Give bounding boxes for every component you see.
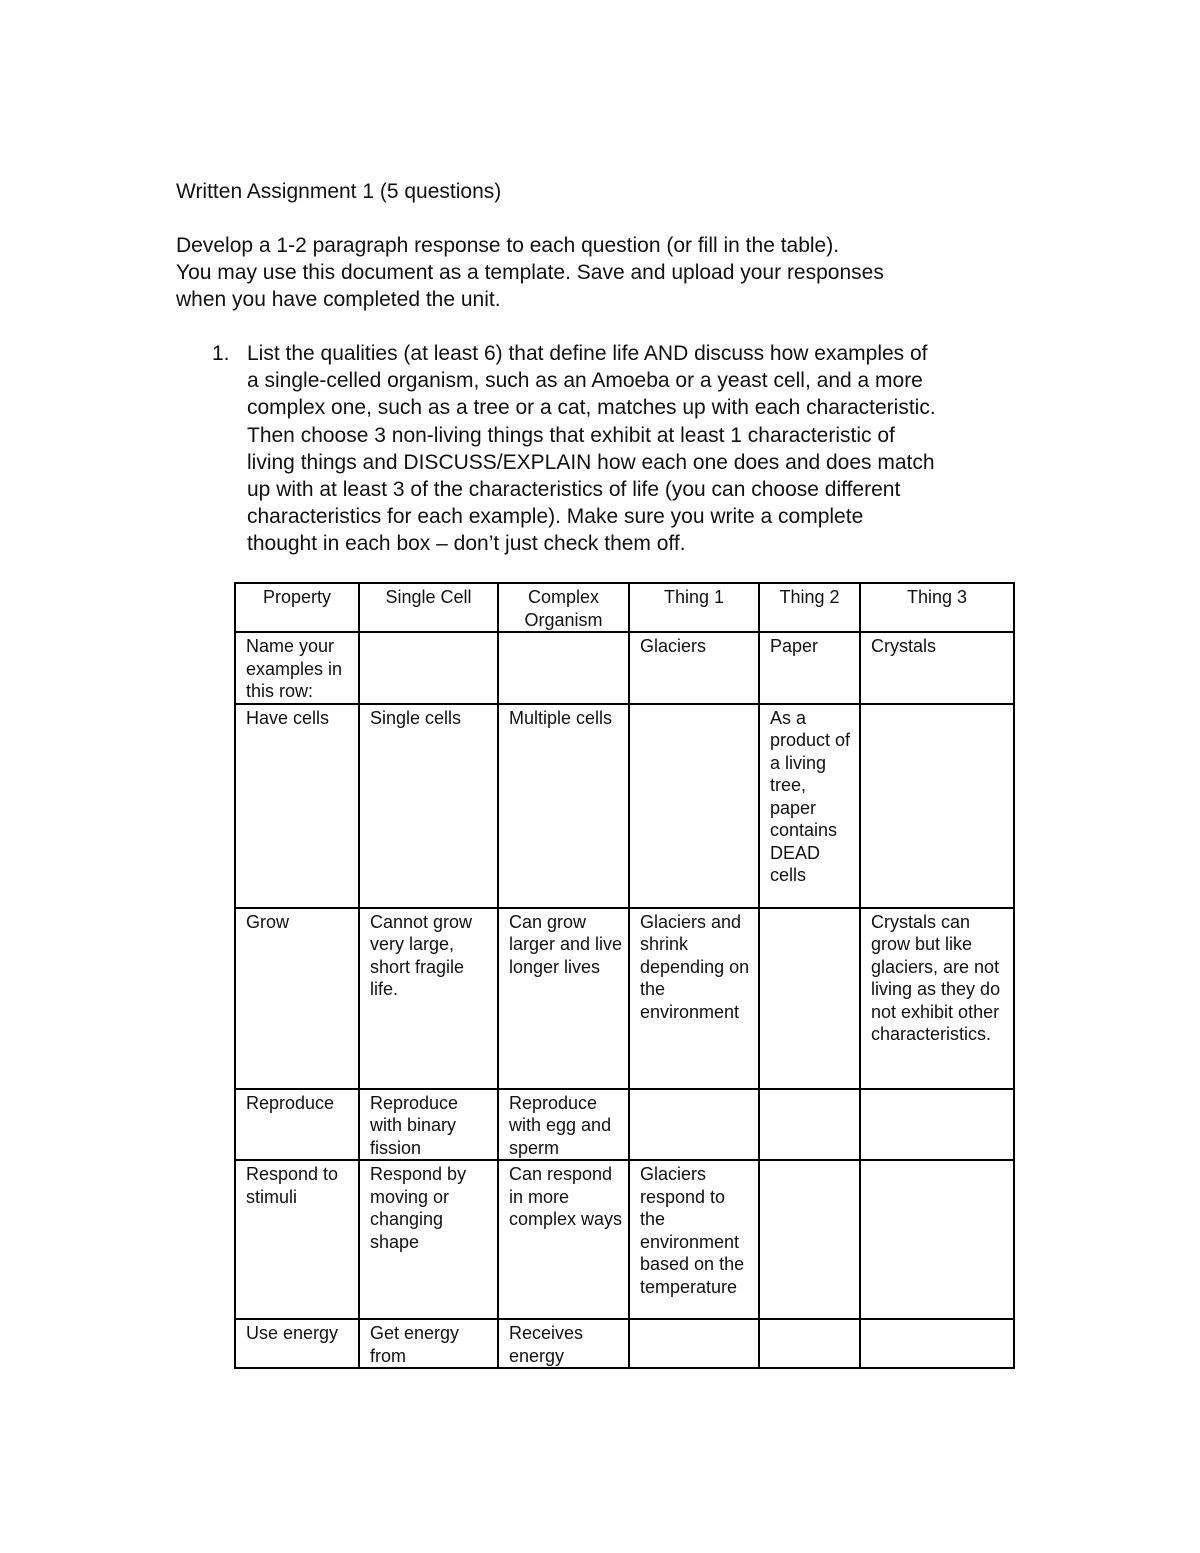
table-cell[interactable]: [629, 1319, 759, 1368]
table-header-row: [235, 583, 1014, 632]
table-cell[interactable]: Glaciers respond to the environment based on the temperature: [629, 1160, 759, 1319]
table-cell[interactable]: [629, 704, 759, 908]
table-cell[interactable]: Can respond in more complex ways: [498, 1160, 629, 1319]
instructions-line: when you have completed the unit.: [176, 288, 501, 311]
question-line: thought in each box – don’t just check them off.: [247, 532, 686, 556]
table-cell[interactable]: Multiple cells: [498, 704, 629, 908]
question-line: characteristics for each example). Make sure you write a complete: [247, 505, 864, 529]
life-properties-table: [234, 582, 1015, 1369]
table-cell[interactable]: As a product of a living tree, paper contains DEAD cells: [759, 704, 860, 908]
table-cell[interactable]: [359, 632, 498, 704]
question-line: living things and DISCUSS/EXPLAIN how each one does and does match: [247, 450, 935, 474]
instructions: [176, 232, 1036, 313]
question-text: [247, 340, 1027, 558]
table-row: [235, 908, 1014, 1089]
question-line: List the qualities (at least 6) that define life AND discuss how examples of: [247, 342, 928, 365]
column-header: Thing 2: [759, 583, 860, 632]
row-label: Grow: [235, 908, 359, 1089]
question-line: Then choose 3 non-living things that exhibit at least 1 characteristic of: [247, 423, 895, 447]
instructions-line: You may use this document as a template. Save and upload your responses: [176, 261, 884, 284]
row-label: Reproduce: [235, 1089, 359, 1161]
column-header: Single Cell: [359, 583, 498, 632]
table-row: [235, 1319, 1014, 1368]
column-header: Complex Organism: [498, 583, 629, 632]
table-row: [235, 1160, 1014, 1319]
question-line: a single-celled organism, such as an Amoeba or a yeast cell, and a more: [247, 369, 923, 393]
table-cell[interactable]: [759, 1319, 860, 1368]
table-cell[interactable]: Crystals: [860, 632, 1014, 704]
question-1: [212, 340, 1032, 558]
row-label: Use energy: [235, 1319, 359, 1368]
row-label: Respond to stimuli: [235, 1160, 359, 1319]
table-cell[interactable]: [860, 1160, 1014, 1319]
table-cell[interactable]: Glaciers and shrink depending on the environment: [629, 908, 759, 1089]
table-cell[interactable]: [498, 632, 629, 704]
table-cell[interactable]: Crystals can grow but like glaciers, are not living as they do not exhibit other characteristics.: [860, 908, 1014, 1089]
table-cell[interactable]: [860, 1319, 1014, 1368]
row-label: Name your examples in this row:: [235, 632, 359, 704]
table-cell[interactable]: Paper: [759, 632, 860, 704]
table-row: [235, 704, 1014, 908]
table-cell[interactable]: Reproduce with binary fission: [359, 1089, 498, 1161]
table-cell[interactable]: [860, 1089, 1014, 1161]
table-cell[interactable]: [759, 1160, 860, 1319]
question-number: 1.: [212, 342, 230, 365]
table-cell[interactable]: [860, 704, 1014, 908]
instructions-line: Develop a 1-2 paragraph response to each question (or fill in the table).: [176, 234, 840, 257]
document-title: Written Assignment 1 (5 questions): [176, 180, 502, 203]
table-cell[interactable]: [759, 908, 860, 1089]
row-label: Have cells: [235, 704, 359, 908]
table-cell[interactable]: Get energy from: [359, 1319, 498, 1368]
column-header: Property: [235, 583, 359, 632]
table-cell[interactable]: Cannot grow very large, short fragile life.: [359, 908, 498, 1089]
table-cell[interactable]: [629, 1089, 759, 1161]
table-cell[interactable]: [759, 1089, 860, 1161]
table-row: [235, 1089, 1014, 1161]
table-cell[interactable]: Respond by moving or changing shape: [359, 1160, 498, 1319]
table-row: [235, 632, 1014, 704]
table-cell[interactable]: Can grow larger and live longer lives: [498, 908, 629, 1089]
column-header: Thing 1: [629, 583, 759, 632]
table-cell[interactable]: Reproduce with egg and sperm: [498, 1089, 629, 1161]
question-line: up with at least 3 of the characteristics of life (you can choose different: [247, 478, 901, 502]
table-cell[interactable]: Receives energy: [498, 1319, 629, 1368]
table-cell[interactable]: Single cells: [359, 704, 498, 908]
question-line: complex one, such as a tree or a cat, matches up with each characteristic.: [247, 396, 936, 420]
column-header: Thing 3: [860, 583, 1014, 632]
table-cell[interactable]: Glaciers: [629, 632, 759, 704]
